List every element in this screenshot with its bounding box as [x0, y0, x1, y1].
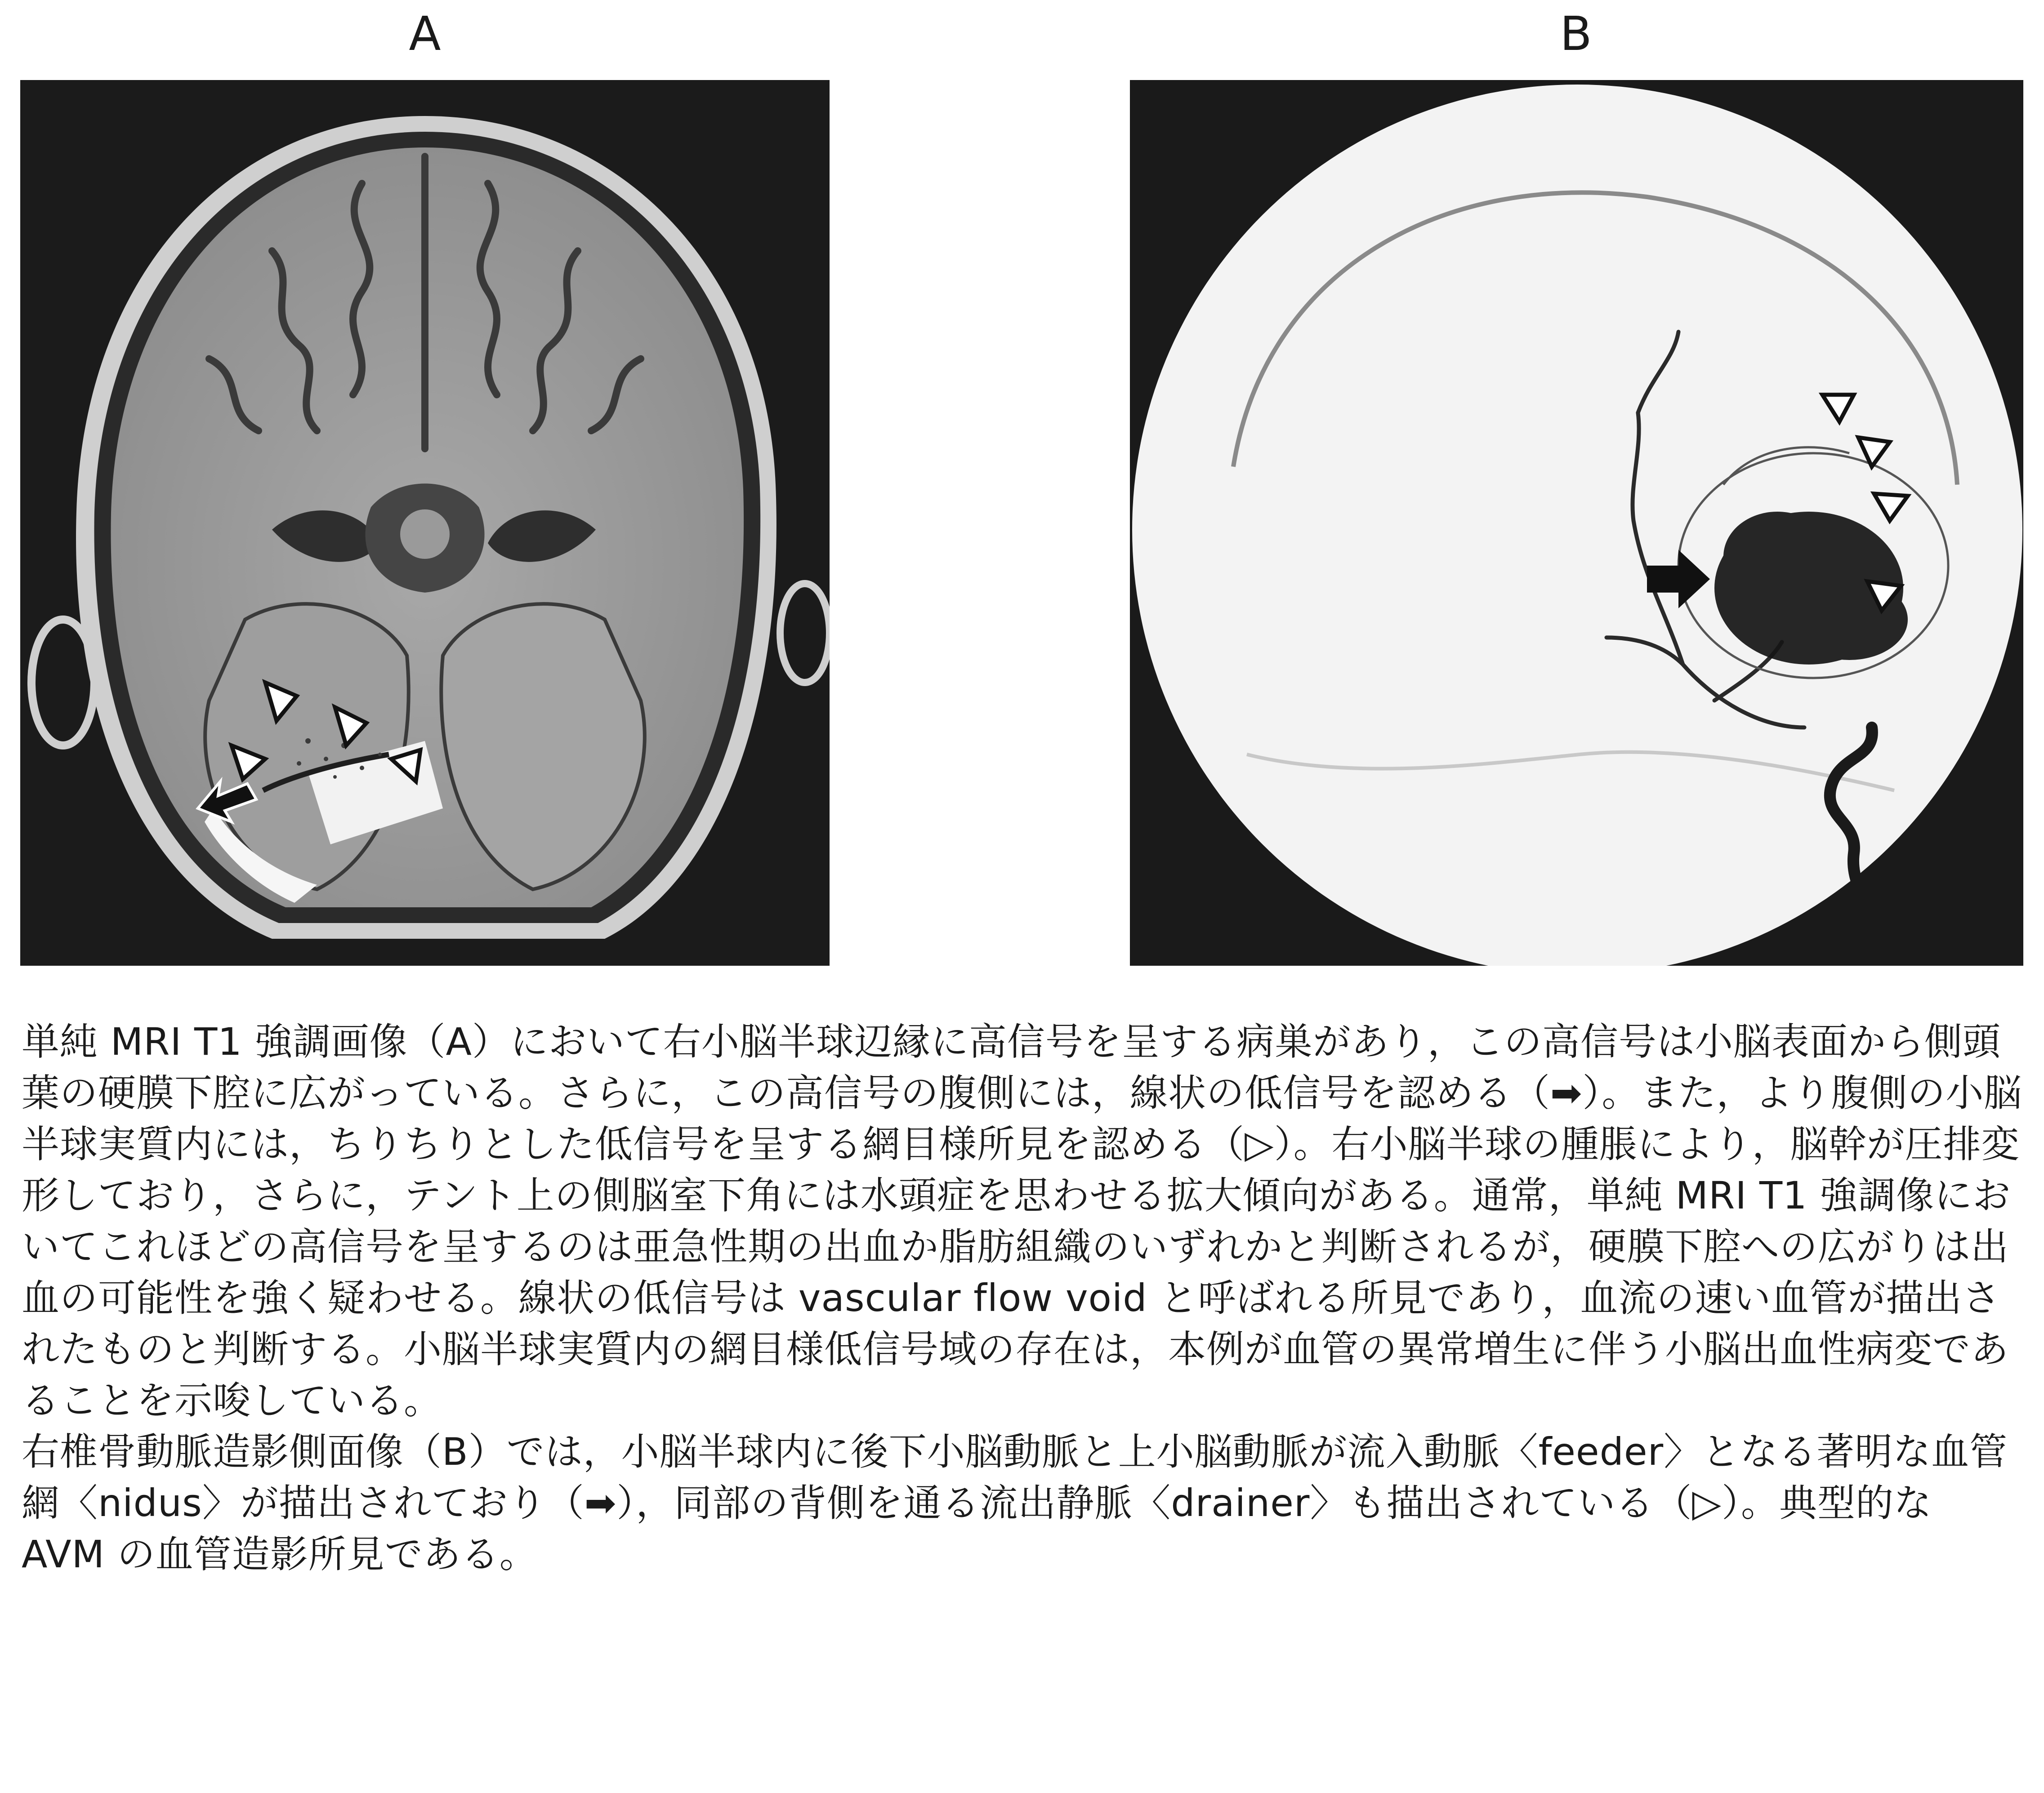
- mri-t1-axial-brain-icon: [20, 80, 830, 966]
- angiogram-image: [1130, 80, 2023, 966]
- panel-b-label: B: [1560, 6, 1592, 61]
- figure-caption: [22, 1016, 2022, 1580]
- mri-t1-image: [20, 80, 830, 966]
- caption-paragraph-2: 右椎骨動脈造影側面像（B）では，小脳半球内に後下小脳動脈と上小脳動脈が流入動脈〈feeder〉となる著明な血管網〈nidus〉が描出されており（➡），同部の背側を通る流出静脈〈drainer〉も描出されている（▷）。典型的な AVM の血管造影所見である。: [22, 1430, 2008, 1576]
- vertebral-angiogram-lateral-icon: [1130, 80, 2023, 966]
- caption-paragraph-1: 単純 MRI T1 強調画像（A）において右小脳半球辺縁に高信号を呈する病巣があり，この高信号は小脳表面から側頭葉の硬膜下腔に広がっている。さらに，この高信号の腹側には，線状の低信号を認める（➡）。また，より腹側の小脳半球実質内には，ちりちりとした低信号を呈する網目様所見を認める（▷）。右小脳半球の腫脹により，脳幹が圧排変形しており，さらに，テント上の側脳室下角には水頭症を思わせる拡大傾向がある。通常，単純 MRI T1 強調像においてこれほどの高信号を呈するのは亜急性期の出血か脂肪組織のいずれかと判断されるが，硬膜下腔への広がりは出血の可能性を強く疑わせる。線状の低信号は vascular flow void と呼ばれる所見であり，血流の速い血管が描出されたものと判断する。小脳半球実質内の網目様低信号域の存在は，本例が血管の異常増生に伴う小脳出血性病変であることを示唆している。: [22, 1020, 2022, 1423]
- panel-a-label: A: [409, 6, 441, 61]
